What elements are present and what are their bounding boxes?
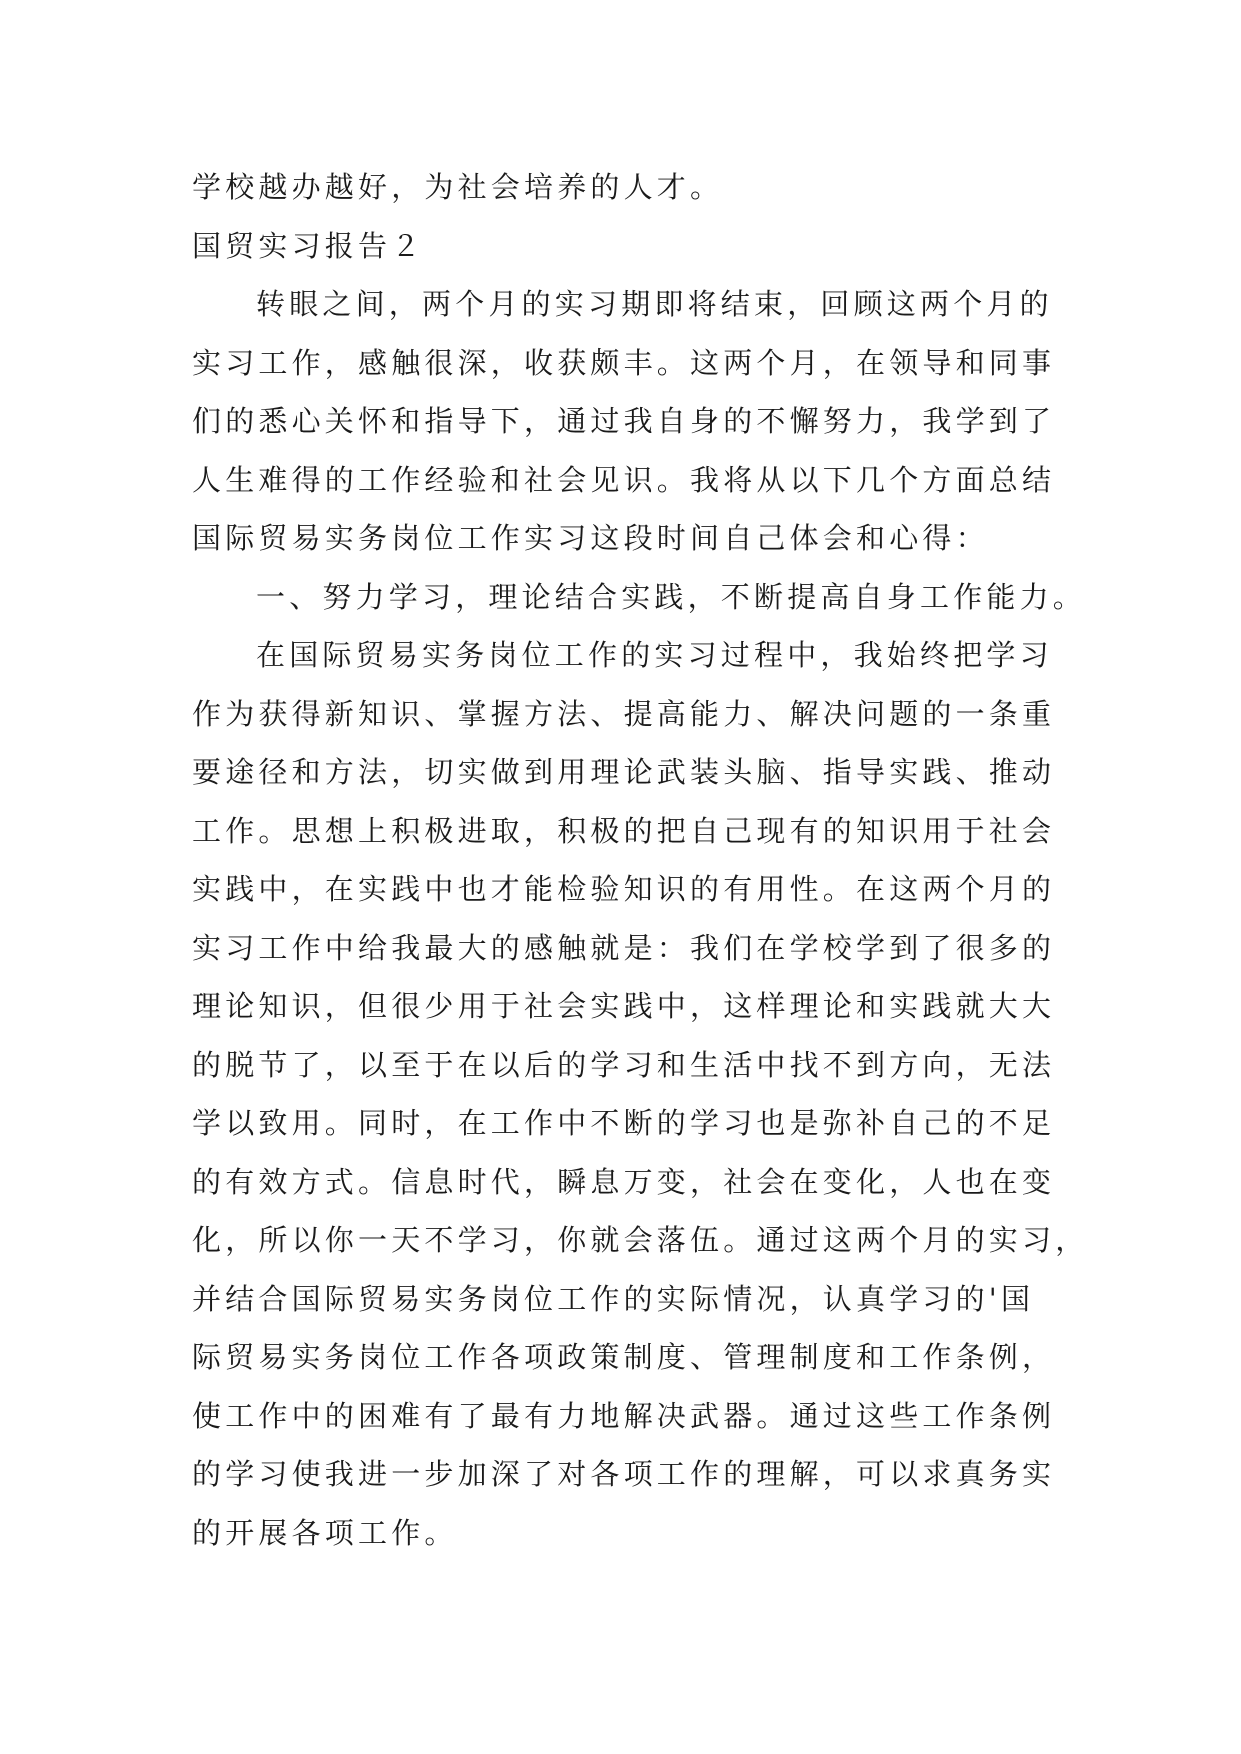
text-line: 工作。思想上积极进取，积极的把自己现有的知识用于社会 — [192, 813, 1056, 848]
text-line: 学以致用。同时，在工作中不断的学习也是弥补自己的不足 — [192, 1106, 1056, 1140]
text-line: 实践中，在实践中也才能检验知识的有用性。在这两个月的 — [192, 872, 1056, 906]
text-line: 的开展各项工作。 — [192, 1515, 458, 1550]
text-line: 一、努力学习，理论结合实践，不断提高自身工作能力。 — [256, 579, 1087, 614]
text-line: 实习工作，感触很深，收获颇丰。这两个月，在领导和同事 — [192, 345, 1056, 380]
text-line: 人生难得的工作经验和社会见识。我将从以下几个方面总结 — [192, 462, 1056, 497]
text-line: 的有效方式。信息时代，瞬息万变，社会在变化，人也在变 — [192, 1164, 1056, 1199]
text-line: 使工作中的困难有了最有力地解决武器。通过这些工作条例 — [192, 1398, 1056, 1433]
text-line: 化，所以你一天不学习，你就会落伍。通过这两个月的实习， — [192, 1223, 1089, 1257]
section-heading: 国贸实习报告２ — [192, 228, 425, 263]
text-line: 实习工作中给我最大的感触就是：我们在学校学到了很多的 — [192, 930, 1056, 965]
text-line: 转眼之间，两个月的实习期即将结束，回顾这两个月的 — [256, 287, 1053, 321]
document-body — [192, 158, 1089, 1562]
text-line: 们的悉心关怀和指导下，通过我自身的不懈努力，我学到了 — [192, 404, 1056, 438]
text-line: 理论知识，但很少用于社会实践中，这样理论和实践就大大 — [192, 989, 1056, 1023]
text-line: 的学习使我进一步加深了对各项工作的理解，可以求真务实 — [192, 1457, 1056, 1491]
text-line: 作为获得新知识、掌握方法、提高能力、解决问题的一条重 — [192, 696, 1056, 731]
text-line: 在国际贸易实务岗位工作的实习过程中，我始终把学习 — [256, 638, 1053, 672]
text-line: 并结合国际贸易实务岗位工作的实际情况，认真学习的'国 — [192, 1281, 1035, 1316]
text-line: 的脱节了，以至于在以后的学习和生活中找不到方向，无法 — [192, 1047, 1056, 1082]
text-line: 际贸易实务岗位工作各项政策制度、管理制度和工作条例， — [192, 1340, 1056, 1374]
text-line: 要途径和方法，切实做到用理论武装头脑、指导实践、推动 — [192, 755, 1056, 789]
text-line: 学校越办越好，为社会培养的人才。 — [192, 170, 724, 204]
text-line: 国际贸易实务岗位工作实习这段时间自己体会和心得： — [192, 521, 989, 555]
